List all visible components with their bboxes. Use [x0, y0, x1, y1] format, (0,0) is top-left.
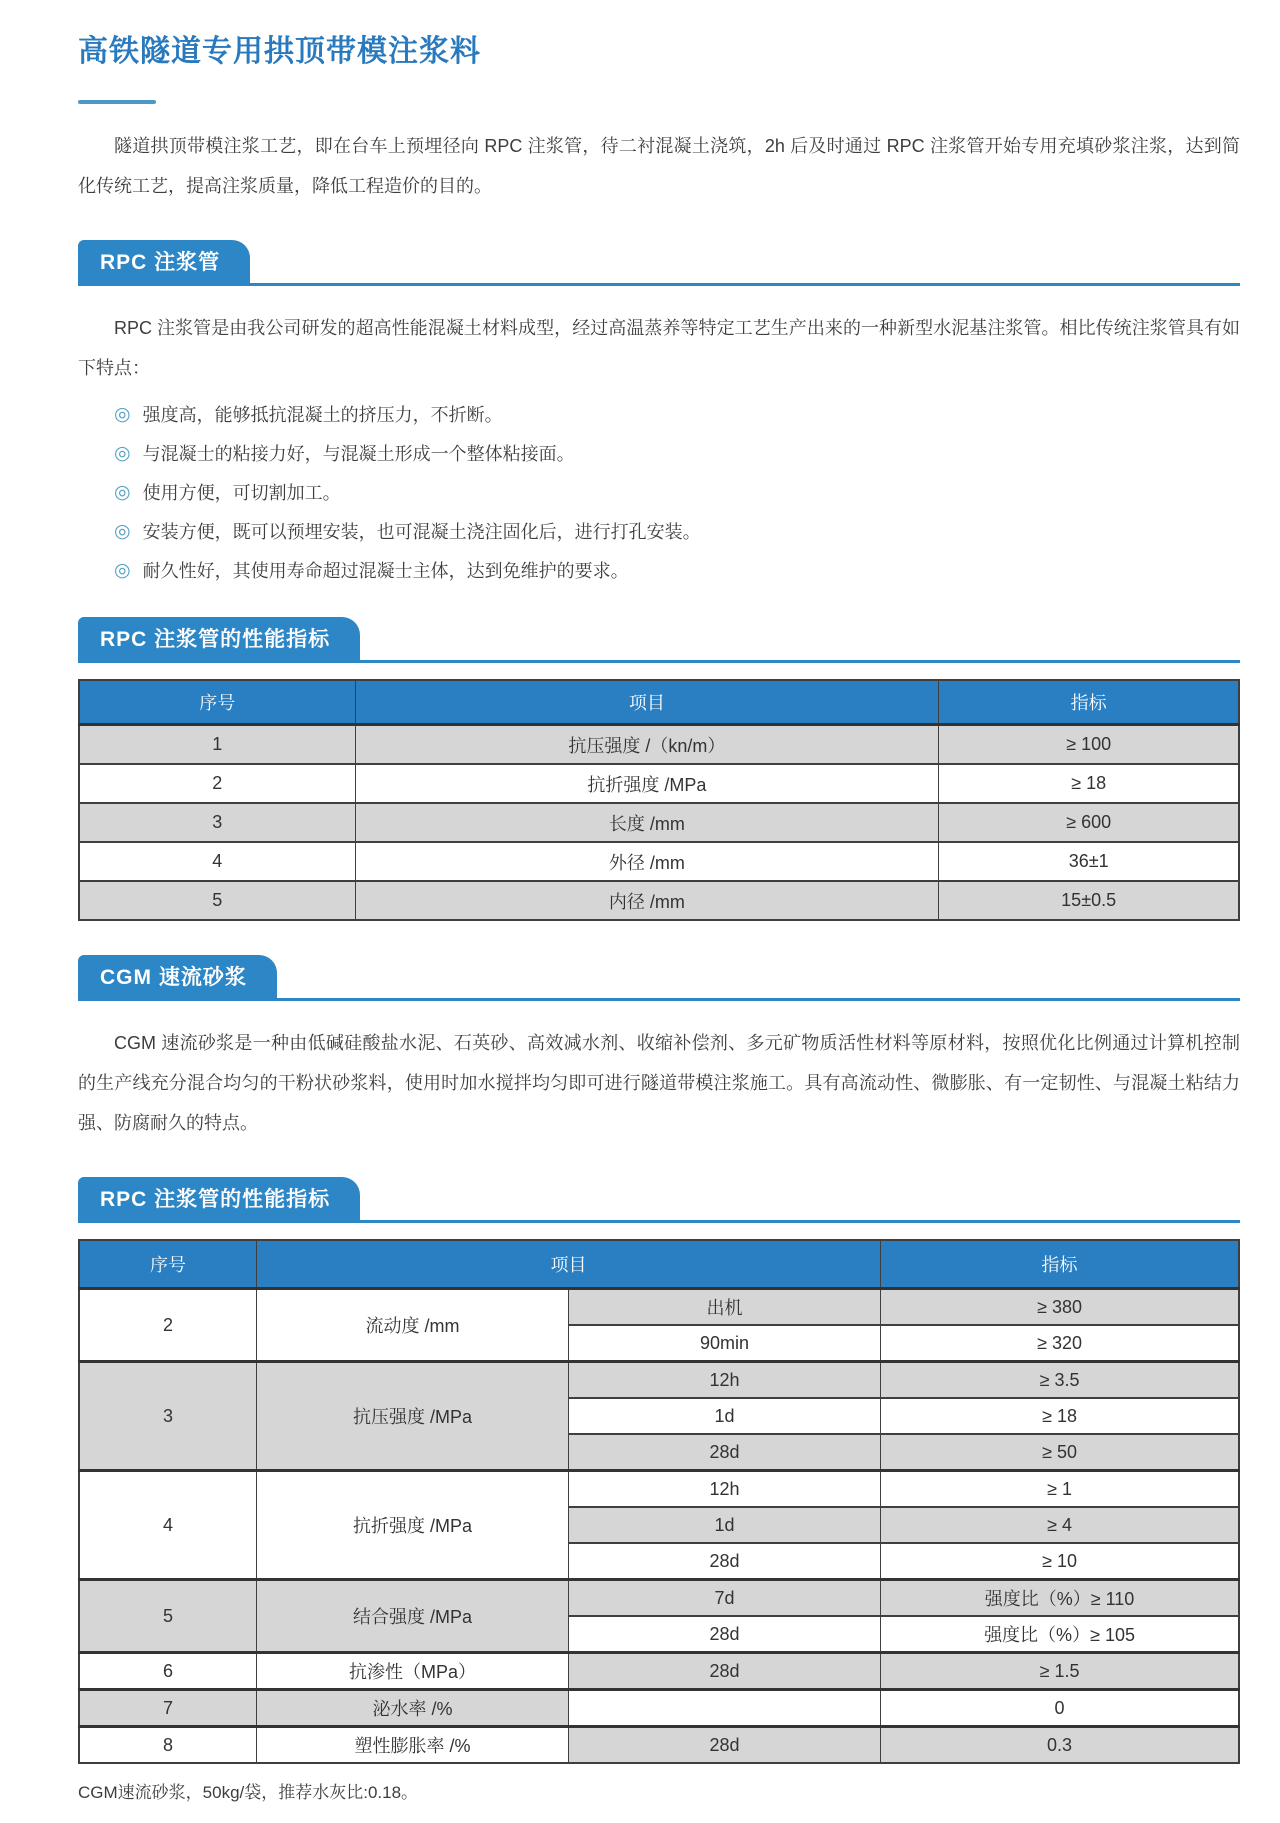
- cell-value: 强度比（%）≥ 105: [881, 1616, 1239, 1653]
- cell-condition: 28d: [569, 1653, 881, 1690]
- cell-value: ≥ 100: [939, 725, 1239, 765]
- cell-value: ≥ 320: [881, 1325, 1239, 1362]
- cell-no: 3: [79, 1362, 257, 1471]
- column-header: 序号: [79, 680, 355, 725]
- cell-item: 结合强度 /MPa: [257, 1580, 569, 1653]
- footnote: CGM速流砂浆，50kg/袋，推荐水灰比:0.18。: [78, 1783, 419, 1802]
- table-row: [79, 1690, 1239, 1727]
- table-row: [79, 1471, 1239, 1508]
- rpc-description: RPC 注浆管是由我公司研发的超高性能混凝土材料成型，经过高温蒸养等特定工艺生产出来的一种新型水泥基注浆管。相比传统注浆管具有如下特点：: [78, 318, 1240, 378]
- cell-value: 15±0.5: [939, 881, 1239, 920]
- column-header: 指标: [939, 680, 1239, 725]
- table-row: [79, 725, 1239, 765]
- cell-value: 0: [881, 1690, 1239, 1727]
- cell-no: 8: [79, 1727, 257, 1764]
- cell-value: 强度比（%）≥ 110: [881, 1580, 1239, 1617]
- cell-item: 泌水率 /%: [257, 1690, 569, 1727]
- intro-paragraph: 隧道拱顶带模注浆工艺，即在台车上预埋径向 RPC 注浆管，待二衬混凝土浇筑，2h 后及时通过 RPC 注浆管开始专用充填砂浆注浆，达到简化传统工艺，提高注浆质量，降低工程造价的目的。: [78, 136, 1240, 196]
- cell-no: 4: [79, 1471, 257, 1580]
- list-item: [114, 520, 1240, 544]
- cell-value: ≥ 3.5: [881, 1362, 1239, 1399]
- cell-no: 6: [79, 1653, 257, 1690]
- cell-item: 内径 /mm: [355, 881, 939, 920]
- table-row: [79, 842, 1239, 881]
- rpc-feature-list: [78, 403, 1240, 583]
- cell-item: 抗折强度 /MPa: [355, 764, 939, 803]
- cell-value: ≥ 18: [881, 1398, 1239, 1434]
- cell-no: 2: [79, 1289, 257, 1362]
- bullet-icon: ◎: [114, 482, 131, 503]
- cell-condition: 28d: [569, 1543, 881, 1580]
- list-item: [114, 442, 1240, 466]
- cell-no: 5: [79, 881, 355, 920]
- table-header-row: [79, 680, 1239, 725]
- table-row: [79, 764, 1239, 803]
- cell-item: 抗压强度 /MPa: [257, 1362, 569, 1471]
- cell-condition: [569, 1690, 881, 1727]
- table-row: [79, 881, 1239, 920]
- section-banner-rpc: [78, 240, 1240, 286]
- title-underline: [78, 100, 156, 104]
- cell-item: 抗折强度 /MPa: [257, 1471, 569, 1580]
- section-banner-cgm-performance: [78, 1177, 1240, 1223]
- cell-value: ≥ 1.5: [881, 1653, 1239, 1690]
- cell-no: 1: [79, 725, 355, 765]
- cgm-performance-table: [78, 1239, 1240, 1764]
- list-item: [114, 481, 1240, 505]
- cell-condition: 12h: [569, 1362, 881, 1399]
- cgm-description: CGM 速流砂浆是一种由低碱硅酸盐水泥、石英砂、高效减水剂、收缩补偿剂、多元矿物质活性材料等原材料，按照优化比例通过计算机控制的生产线充分混合均匀的干粉状砂浆料，使用时加水搅拌均匀即可进行隧道带模注浆施工。具有高流动性、微膨胀、有一定韧性、与混凝土粘结力强、防腐耐久的特点。: [78, 1033, 1240, 1133]
- cell-condition: 12h: [569, 1471, 881, 1508]
- cell-condition: 28d: [569, 1727, 881, 1764]
- table-header-row: [79, 1240, 1239, 1289]
- cell-item: 外径 /mm: [355, 842, 939, 881]
- cell-value: ≥ 50: [881, 1434, 1239, 1471]
- cell-no: 3: [79, 803, 355, 842]
- cell-value: ≥ 18: [939, 764, 1239, 803]
- table-row: [79, 1727, 1239, 1764]
- cell-item: 抗渗性（MPa）: [257, 1653, 569, 1690]
- list-item-text: 与混凝士的粘接力好，与混凝土形成一个整体粘接面。: [142, 444, 575, 464]
- cell-no: 5: [79, 1580, 257, 1653]
- cell-value: ≥ 600: [939, 803, 1239, 842]
- cell-item: 塑性膨胀率 /%: [257, 1727, 569, 1764]
- cell-condition: 90min: [569, 1325, 881, 1362]
- cell-value: 36±1: [939, 842, 1239, 881]
- cell-no: 2: [79, 764, 355, 803]
- bullet-icon: ◎: [114, 560, 131, 581]
- cell-item: 长度 /mm: [355, 803, 939, 842]
- cell-condition: 28d: [569, 1616, 881, 1653]
- cell-value: 0.3: [881, 1727, 1239, 1764]
- column-header: 项目: [257, 1240, 881, 1289]
- section-banner-tab: RPC 注浆管: [78, 240, 250, 283]
- cell-no: 4: [79, 842, 355, 881]
- list-item-text: 耐久性好，其使用寿命超过混凝士主体，达到免维护的要求。: [142, 561, 629, 581]
- list-item-text: 强度高，能够抵抗混凝土的挤压力，不折断。: [142, 405, 503, 425]
- section-banner-rpc-performance: [78, 617, 1240, 663]
- cell-value: ≥ 380: [881, 1289, 1239, 1326]
- rpc-performance-table: [78, 679, 1240, 921]
- column-header: 项目: [355, 680, 939, 725]
- cell-no: 7: [79, 1690, 257, 1727]
- cell-condition: 出机: [569, 1289, 881, 1326]
- list-item-text: 安装方便，既可以预埋安装，也可混凝土浇注固化后，进行打孔安装。: [142, 522, 701, 542]
- section-banner-tab: CGM 速流砂浆: [78, 955, 277, 998]
- table-row: [79, 803, 1239, 842]
- table-row: [79, 1653, 1239, 1690]
- section-banner-cgm: [78, 955, 1240, 1001]
- cell-condition: 1d: [569, 1398, 881, 1434]
- list-item-text: 使用方便，可切割加工。: [142, 483, 341, 503]
- cell-condition: 28d: [569, 1434, 881, 1471]
- bullet-icon: ◎: [114, 443, 131, 464]
- section-banner-tab: RPC 注浆管的性能指标: [78, 617, 360, 660]
- cell-value: ≥ 4: [881, 1507, 1239, 1543]
- cell-item: 流动度 /mm: [257, 1289, 569, 1362]
- cell-value: ≥ 10: [881, 1543, 1239, 1580]
- cell-condition: 1d: [569, 1507, 881, 1543]
- cell-value: ≥ 1: [881, 1471, 1239, 1508]
- list-item: [114, 559, 1240, 583]
- list-item: [114, 403, 1240, 427]
- section-banner-tab: RPC 注浆管的性能指标: [78, 1177, 360, 1220]
- cell-condition: 7d: [569, 1580, 881, 1617]
- bullet-icon: ◎: [114, 404, 131, 425]
- table-row: [79, 1289, 1239, 1326]
- table-row: [79, 1580, 1239, 1617]
- page-title: 高铁隧道专用拱顶带模注浆料: [78, 35, 481, 68]
- table-row: [79, 1362, 1239, 1399]
- bullet-icon: ◎: [114, 521, 131, 542]
- column-header: 序号: [79, 1240, 257, 1289]
- cell-item: 抗压强度 /（kn/m）: [355, 725, 939, 765]
- column-header: 指标: [881, 1240, 1239, 1289]
